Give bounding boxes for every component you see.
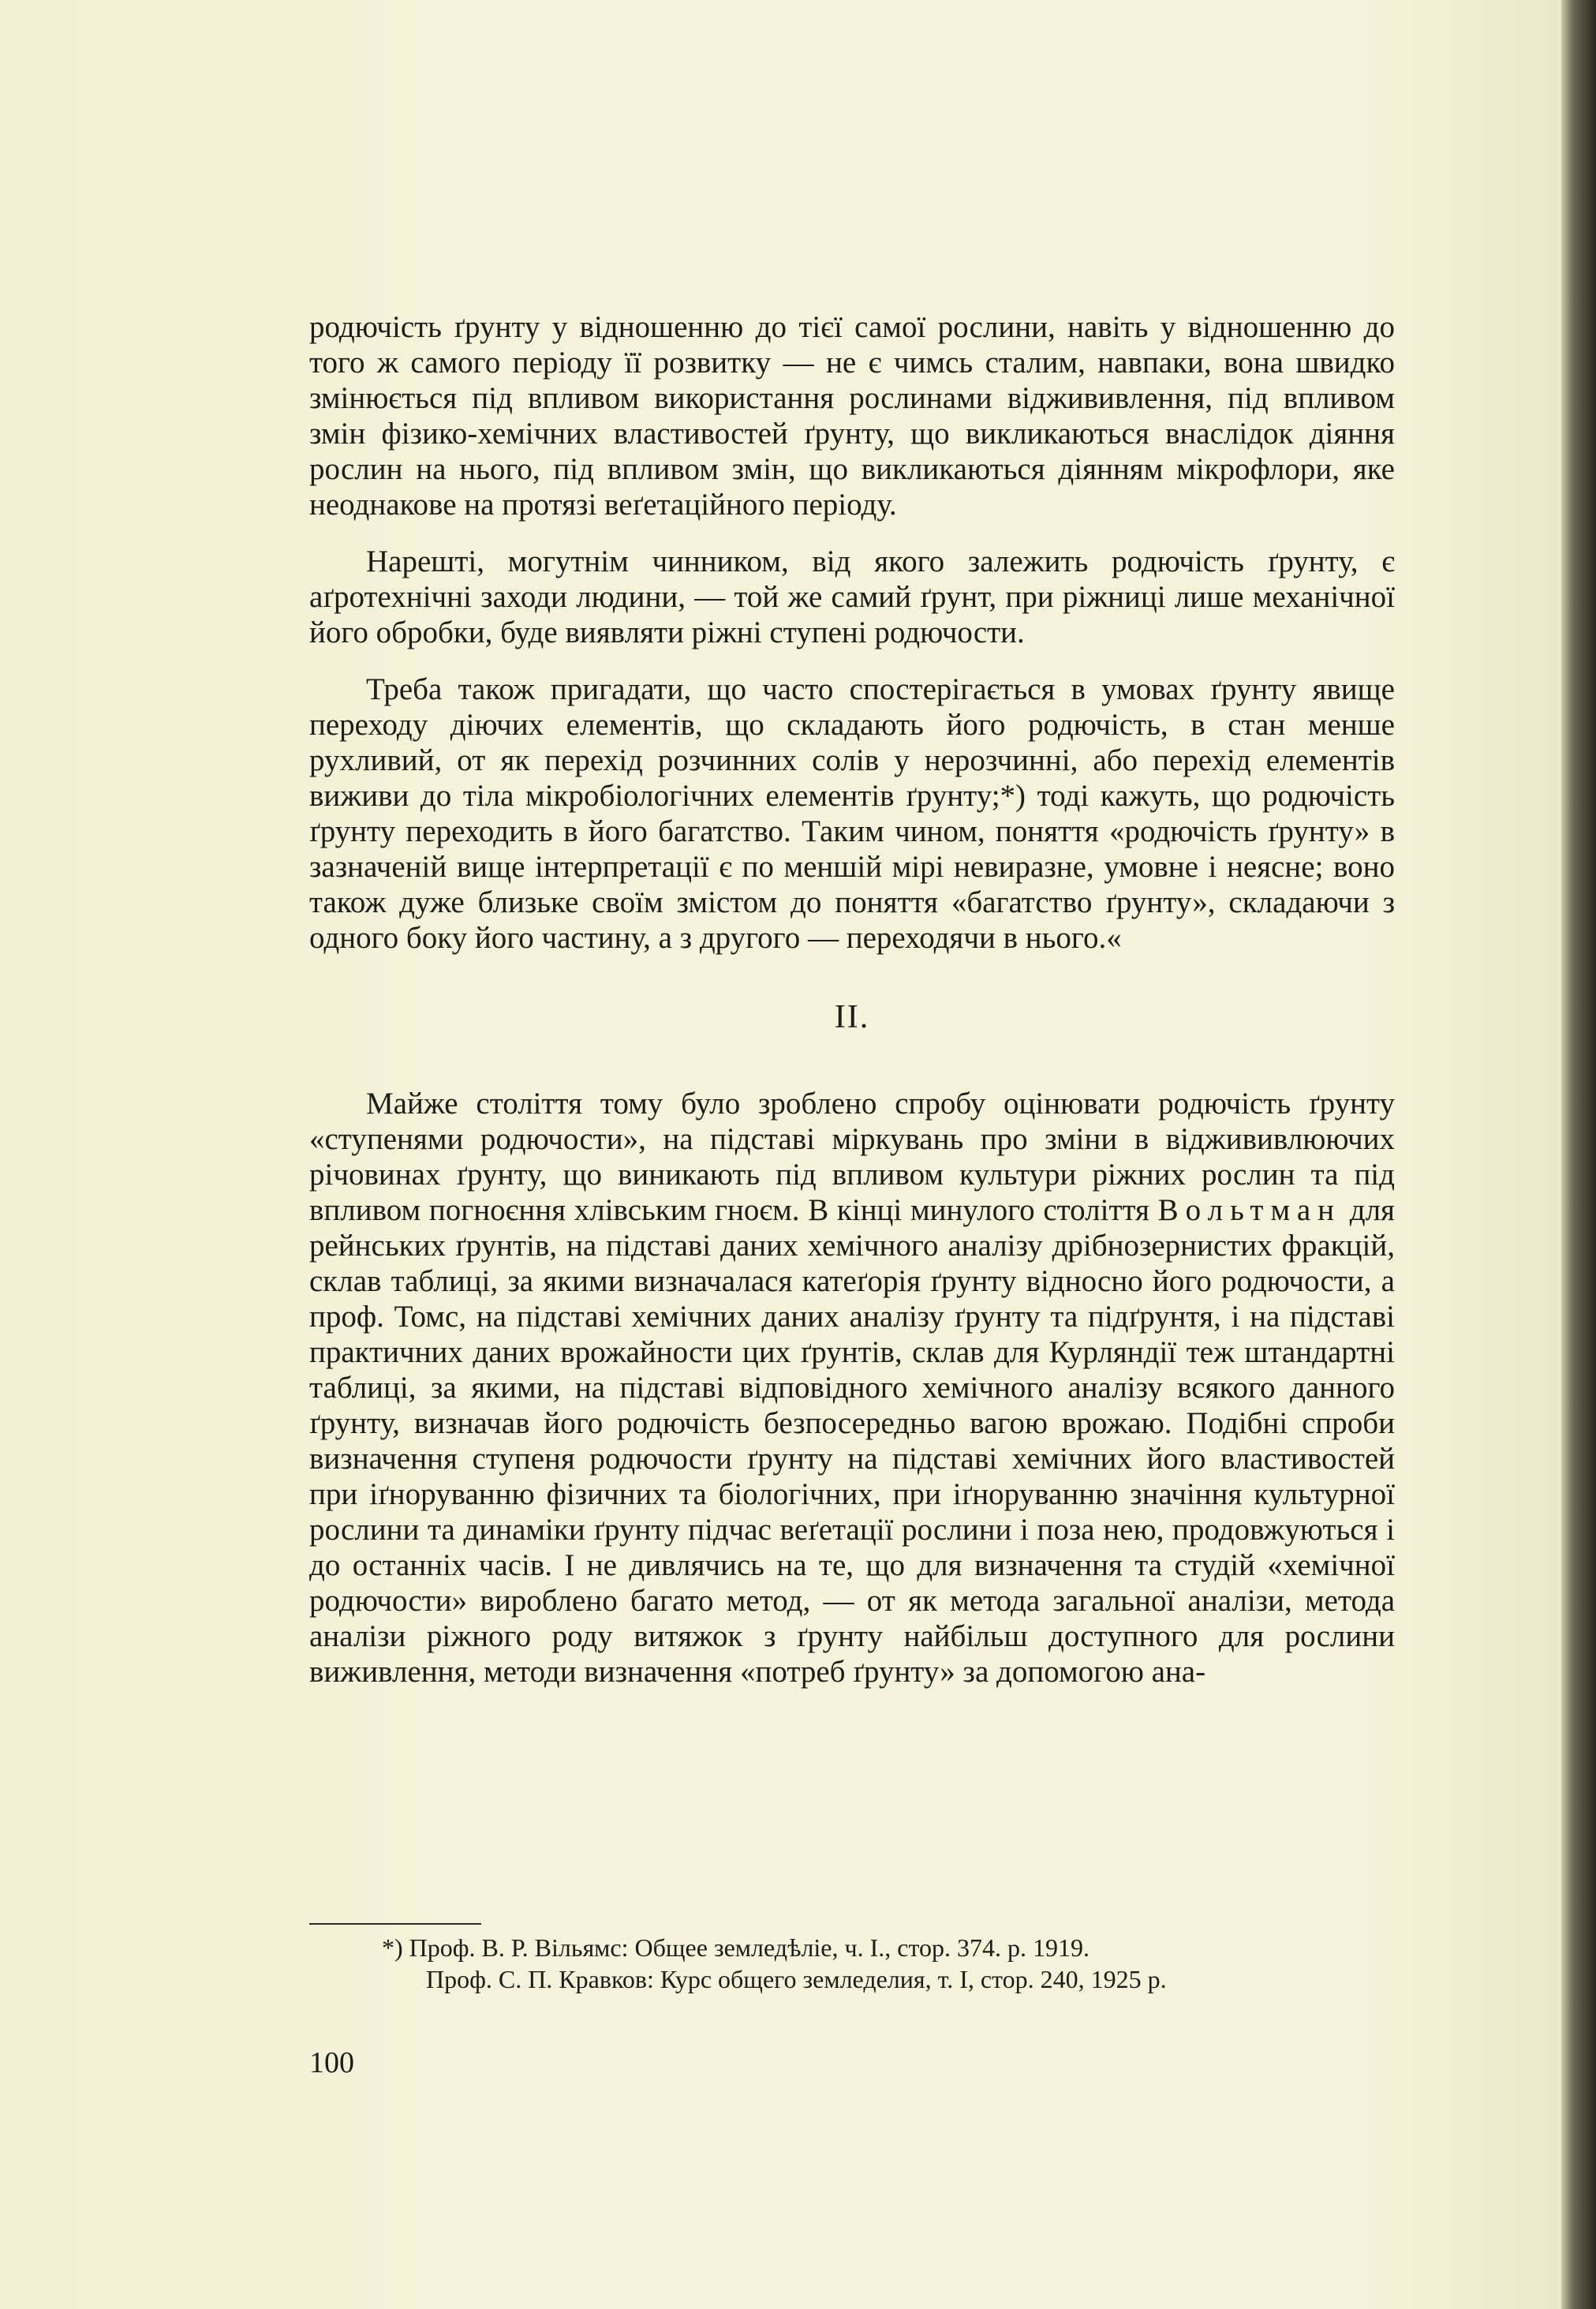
author-name-spaced: Вольтман bbox=[1157, 1193, 1342, 1227]
page-number: 100 bbox=[309, 2046, 354, 2079]
footnote-1: *) Проф. В. Р. Вільямс: Общее земледѣліе, ч. І., стор. 374. р. 1919. bbox=[382, 1933, 1090, 1962]
page-edge-shadow bbox=[1561, 0, 1596, 2309]
paragraph-4 bbox=[309, 1086, 1395, 1690]
footnotes bbox=[382, 1932, 1400, 1995]
section-heading: II. bbox=[834, 999, 870, 1035]
paragraph-4-part-1: Майже століття тому було зроблено спробу оцінювати родючість ґрунту «ступенями родючости», на підставі міркувань про зміни в віджививлюючих річовинах ґрунту, що виникають під впливом культури ріжних рослин та під впливом погноєння хлівським гноєм. В кінці минулого століття bbox=[309, 1087, 1395, 1227]
paragraph-3: Треба також пригадати, що часто спостерігається в умовах ґрунту явище переходу діючих елементів, що складають його родючість, в стан менше рухливий, от як перехід розчинних солів у нерозчинні, або перехід елементів виживи до тіла мікробіологічних елементів ґрунту;*) тоді кажуть, що родючість ґрунту переходить в його багатство. Таким чином, поняття «родючість ґрунту» в зазначеній вище інтерпретації є по меншій мірі невиразне, умовне і неясне; воно також дуже близьке своїм змістом до поняття «багатство ґрунту», складаючи з одного боку його частину, а з другого — переходячи в нього.« bbox=[309, 672, 1395, 955]
paragraph-2: Нарешті, могутнім чинником, від якого залежить родючість ґрунту, є аґротехнічні заходи людини, — той же самий ґрунт, при ріжниці лише механічної його обробки, буде виявляти ріжні ступені родючости. bbox=[309, 545, 1395, 649]
paragraph-1: родючість ґрунту у відношенню до тієї самої рослини, навіть у відношенню до того ж самого періоду її розвитку — не є чимсь сталим, навпаки, вона швидко змінюється під впливом використання рослинами віджививлення, під впливом змін фізико-хемічних властивостей ґрунту, що викликаються внаслідок діяння рослин на нього, під впливом змін, що викликаються діянням мікрофлори, яке неоднакове на протязі веґетаційного періоду. bbox=[309, 310, 1395, 522]
paragraph-4-part-2: для рейнських ґрунтів, на підставі даних хемічного аналізу дрібнозернистих фракцій, склав таблиці, за якими визначалася катеґорія ґрунту відносно його родючости, а проф. Томс, на підставі хемічних даних аналізу ґрунту та підґрунтя, і на підставі практичних даних врожайности цих ґрунтів, склав для Курляндії теж штандартні таблиці, за якими, на підставі відповідного хемічного аналізу всякого данного ґрунту, визначав його родючість безпосередньо вагою врожаю. Подібні спроби визначення ступеня родючости ґрунту на підставі хемічних його властивостей при іґноруванню фізичних та біологічних, при іґноруванню значіння культурної рослини та динаміки ґрунту підчас веґетації рослини і поза нею, продовжуються і до останніх часів. І не дивлячись на те, що для визначення та студій «хемічної родючости» вироблено багато метод, — от як метода загальної аналізи, метода аналізи ріжного роду витяжок з ґрунту найбільш доступного для рослини виживлення, методи визначення «потреб ґрунту» за допомогою ана- bbox=[309, 1193, 1395, 1689]
footnote-2: Проф. С. П. Кравков: Курс общего земледелия, т. І, стор. 240, 1925 р. bbox=[426, 1965, 1167, 1993]
main-text bbox=[309, 309, 1395, 1711]
footnote-separator bbox=[309, 1923, 481, 1925]
